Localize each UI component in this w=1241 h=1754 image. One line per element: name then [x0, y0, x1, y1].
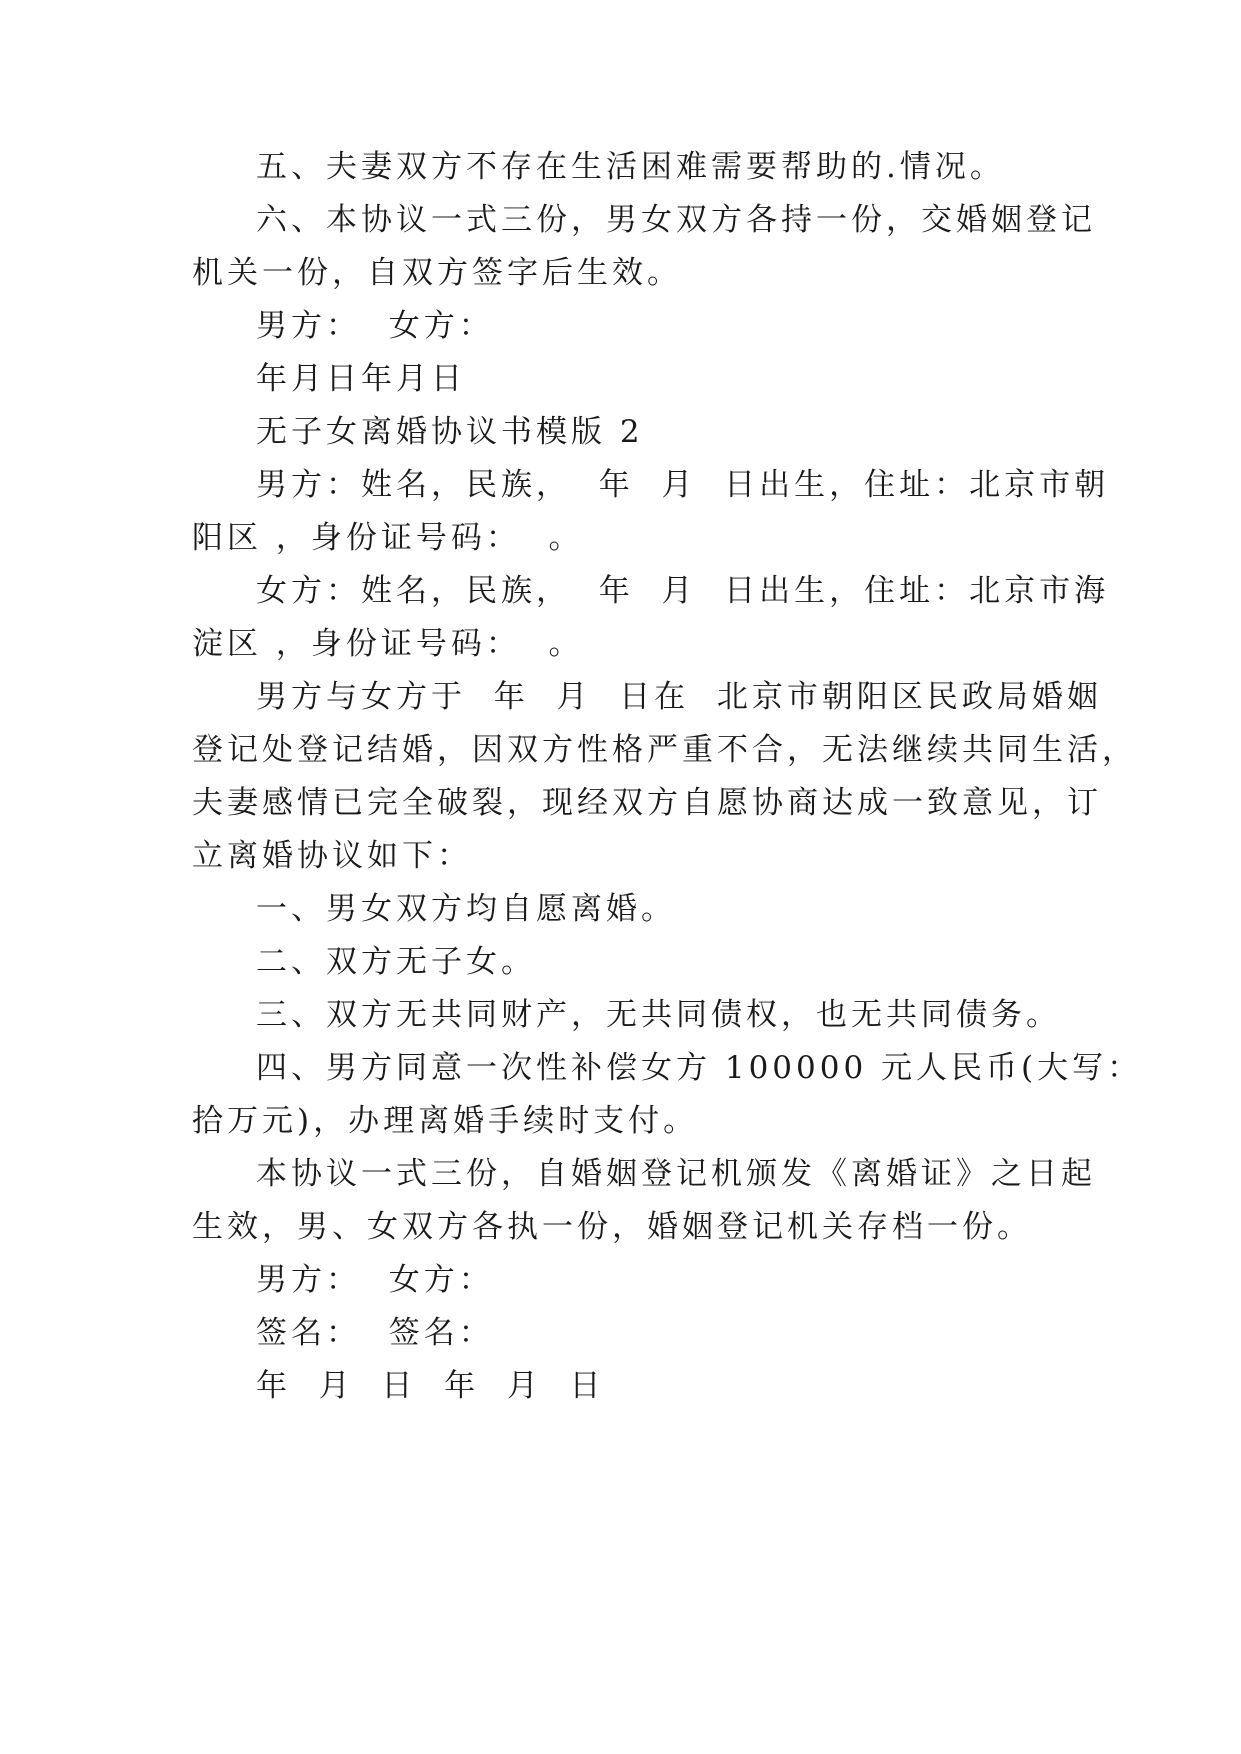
section-title: 无子女离婚协议书模版 2 — [256, 414, 644, 450]
paragraph-line: 夫妻感情已完全破裂，现经双方自愿协商达成一致意见，订 — [192, 785, 1102, 821]
paragraph-line: 男方：姓名，民族， 年 月 日出生，住址：北京市朝 — [256, 467, 1110, 503]
paragraph-line: 立离婚协议如下： — [192, 838, 472, 874]
date-line: 年 月 日 年 月 日 — [256, 1368, 605, 1404]
paragraph-line: 男方与女方于 年 月 日在 北京市朝阳区民政局婚姻 — [256, 679, 1102, 715]
paragraph-line: 阳区 ，身份证号码： 。 — [192, 520, 584, 556]
paragraph-line: 生效，男、女双方各执一份，婚姻登记机关存档一份。 — [192, 1209, 1032, 1245]
paragraph-line: 六、本协议一式三份，男女双方各持一份，交婚姻登记 — [256, 202, 1096, 238]
signature-label-line: 男方： 女方： — [256, 1262, 494, 1298]
date-line: 年月日年月日 — [256, 361, 466, 397]
signature-label-line: 男方： 女方： — [256, 308, 494, 344]
paragraph-line: 机关一份，自双方签字后生效。 — [192, 255, 682, 291]
clause-line: 拾万元)，办理离婚手续时支付。 — [192, 1103, 699, 1139]
clause-line: 三、双方无共同财产，无共同债权，也无共同债务。 — [256, 997, 1061, 1033]
clause-line: 一、男女双方均自愿离婚。 — [256, 891, 676, 927]
clause-line: 二、双方无子女。 — [256, 944, 536, 980]
paragraph-line: 淀区 ，身份证号码： 。 — [192, 626, 584, 662]
paragraph-line: 女方：姓名，民族， 年 月 日出生，住址：北京市海 — [256, 573, 1110, 609]
paragraph-line: 登记处登记结婚，因双方性格严重不合，无法继续共同生活， — [192, 732, 1137, 768]
paragraph-line: 本协议一式三份，自婚姻登记机颁发《离婚证》之日起 — [256, 1156, 1096, 1192]
signature-name-line: 签名： 签名： — [256, 1315, 494, 1351]
clause-line: 四、男方同意一次性补偿女方 100000 元人民币(大写： — [256, 1050, 1143, 1086]
paragraph-line: 五、夫妻双方不存在生活困难需要帮助的.情况。 — [256, 149, 1005, 185]
